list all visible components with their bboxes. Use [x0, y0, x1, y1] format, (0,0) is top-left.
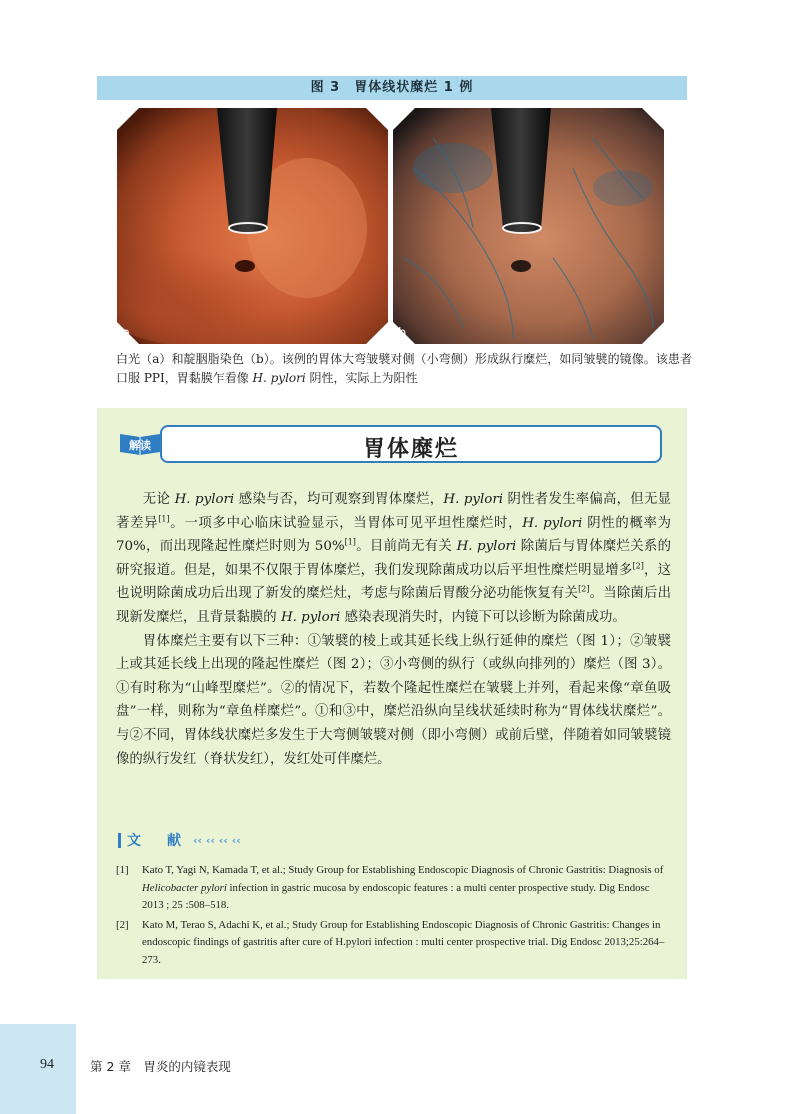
body-text	[116, 488, 671, 771]
page-number: 94	[40, 1057, 54, 1072]
figure-title: 图 3 胃体线状糜烂 1 例	[97, 76, 687, 100]
figure-caption: 白光（a）和靛胭脂染色（b）。该例的胃体大弯皱襞对侧（小弯侧）形成纵行糜烂，如同皱襞的镜像。该患者口服 PPI，胃黏膜乍看像 H. pylori 阴性，实际上为阳性	[116, 352, 692, 385]
image-label-b: b	[398, 326, 407, 341]
reference-item: [1] Kato T, Yagi N, Kamada T, et al.; Study Group for Establishing Endoscopic Diagnosis of Chronic Gastritis: Diagnosis of Helicobacter pylori infection in gastric mucosa by endoscopic features : a multi center prospective study. Dig Endosc 2013 ; 25 :508–518.	[116, 864, 664, 912]
footer-tab	[0, 1024, 76, 1114]
references-list	[116, 862, 672, 972]
chevrons-icon: ‹‹ ‹‹ ‹‹ ‹‹	[193, 833, 241, 847]
references-heading: 文 献 ‹‹ ‹‹ ‹‹ ‹‹	[118, 830, 241, 850]
book-badge-icon	[118, 430, 162, 456]
paragraph-1: 无论 H. pylori 感染与否，均可观察到胃体糜烂，H. pylori 阴性者发生率偏高，但无显著差异[1]。一项多中心临床试验显示，当胃体可见平坦性糜烂时，H. pylori 阴性的概率为 70%，而出现隆起性糜烂时则为 50%[1]。目前尚无有关 H. pylori 除菌后与胃体糜烂关系的研究报道。但是，如果不仅限于胃体糜烂，我们发现除菌成功以后平坦性糜烂明显增多[2]，这也说明除菌成功后出现了新发的糜烂灶，考虑与除菌后胃酸分泌功能恢复有关[2]。当除菌后出现新发糜烂，且背景黏膜的 H. pylori 感染表现消失时，内镜下可以诊断为除菌成功。	[116, 492, 672, 625]
endoscopy-image-b	[393, 108, 664, 344]
endoscopy-image-a	[117, 108, 388, 344]
section-heading: 胃体糜烂	[362, 437, 459, 462]
chapter-title: 第 2 章 胃炎的内镜表现	[90, 1059, 231, 1074]
section-heading-box	[160, 425, 662, 463]
image-label-a: a	[122, 326, 130, 341]
paragraph-2: 胃体糜烂主要有以下三种：①皱襞的棱上或其延长线上纵行延伸的糜烂（图 1）；②皱襞上或其延长线上出现的隆起性糜烂（图 2）；③小弯侧的纵行（或纵向排列的）糜烂（图 3）。①有时称为“山峰型糜烂”。②的情况下，若数个隆起性糜烂在皱襞上并列，看起来像“章鱼吸盘”一样，则称为“章鱼样糜烂”。①和③中，糜烂沿纵向呈线状延续时称为“胃体线状糜烂”。与②不同，胃体线状糜烂多发生于大弯侧皱襞对侧（即小弯侧）或前后壁，伴随着如同皱襞镜像的纵行发红（脊状发红），发红处可伴糜烂。	[116, 633, 671, 767]
reference-item: [2] Kato M, Terao S, Adachi K, et al.; Study Group for Establishing Endoscopic Diagnosis of Chronic Gastritis: Changes in endoscopic findings of gastritis after cure of H.pylori infection : multi center prospective trial. Dig Endosc 2013;25:264–273.	[116, 918, 665, 966]
svg-text:解读: 解读	[129, 439, 151, 452]
heading-bar-icon	[118, 833, 121, 848]
